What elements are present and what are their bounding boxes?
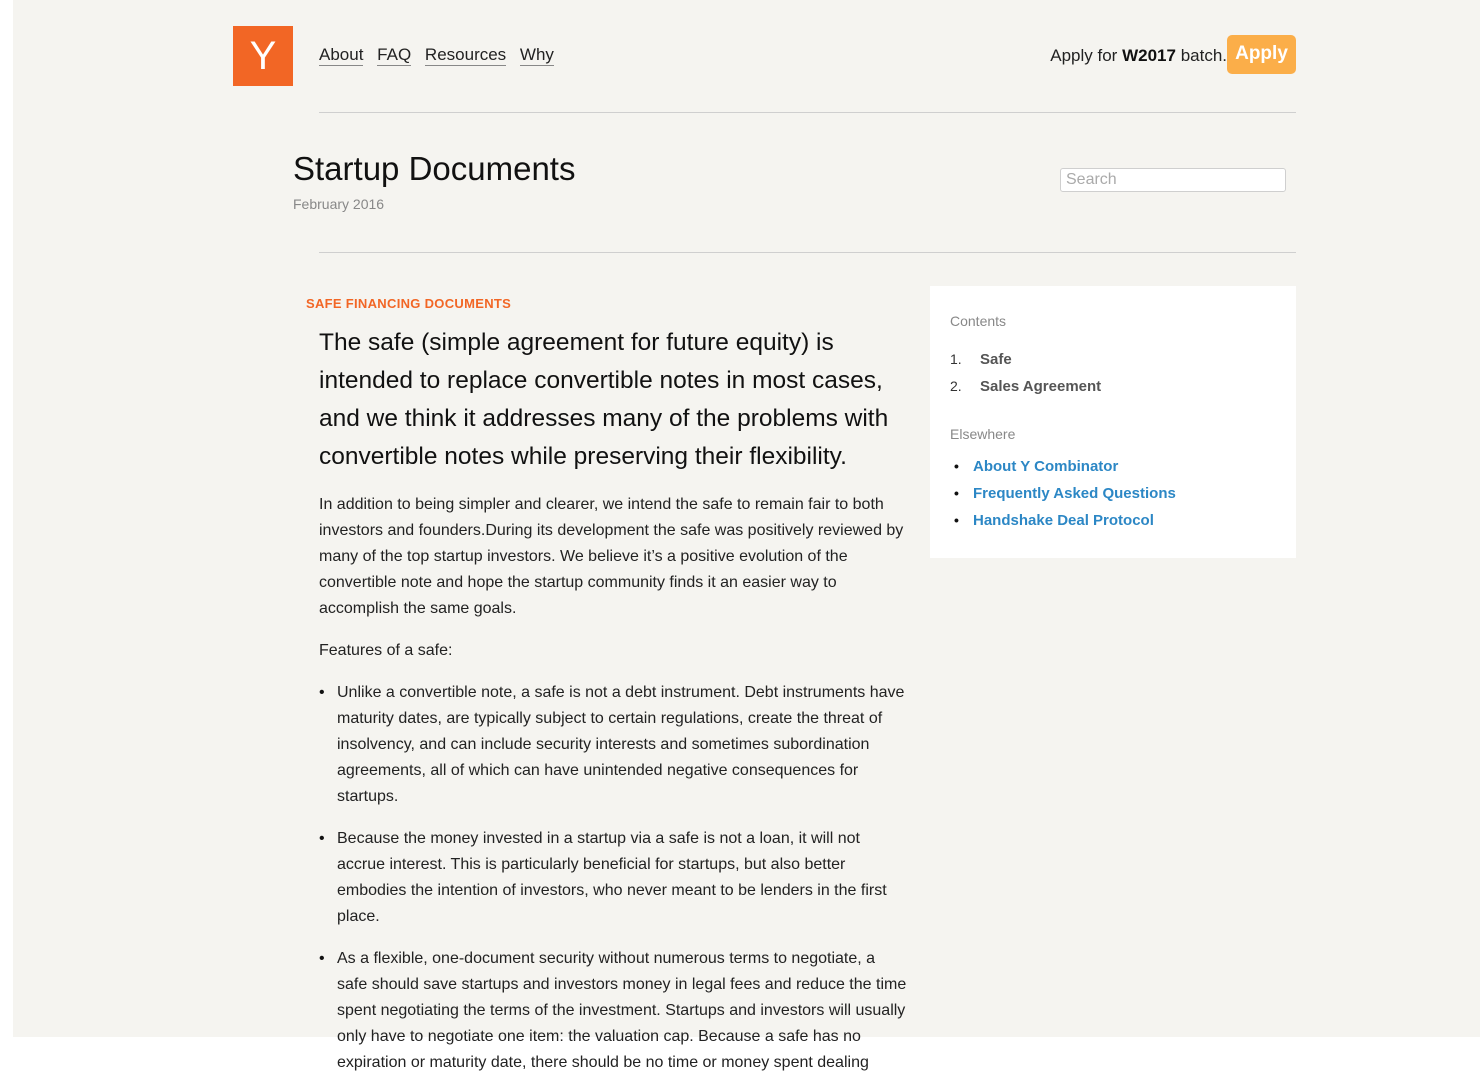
title-divider [319, 252, 1296, 253]
toc-number: 2. [950, 378, 962, 394]
bullet-icon: • [954, 485, 959, 501]
nav-faq[interactable]: FAQ [377, 45, 412, 64]
header-divider [319, 112, 1296, 113]
bullet-icon: • [954, 458, 959, 474]
elsewhere-label: Elsewhere [950, 426, 1016, 442]
apply-batch-text [1050, 46, 1227, 66]
link-about-yc[interactable]: About Y Combinator [973, 458, 1119, 475]
nav-why[interactable]: Why [519, 45, 554, 64]
nav-resources[interactable]: Resources [424, 45, 507, 64]
toc-item-sales-agreement[interactable] [950, 373, 1101, 400]
contents-label: Contents [950, 313, 1007, 329]
toc-label: Sales Agreement [980, 378, 1102, 395]
intro-paragraph: In addition to being simpler and clearer, we intend the safe to remain fair to both investors and founders.During its development the safe was positively reviewed by many of the top startup investors. We believe it’s a positive evolution of the convertible note and hope the startup community finds it an easier way to accomplish the same goals. [319, 496, 904, 617]
sidebar [930, 286, 1296, 558]
apply-suffix: batch. [1180, 46, 1227, 65]
elsewhere-list [950, 453, 1176, 534]
elsewhere-item [950, 507, 1176, 534]
top-nav [319, 45, 563, 65]
page-title: Startup Documents [293, 150, 576, 187]
yc-logo[interactable]: Y [233, 26, 293, 86]
list-item: • As a flexible, one-document security without numerous terms to negotiate, a safe should save startups and investors money in legal fees and reduce the time spent negotiating the terms of the investment. Startups and investors will usually only have to negotiate one item: the valuation cap. Because a safe has no expiration or maturity date, there should be no time or money spent dealing [319, 946, 907, 1076]
contents-list [950, 346, 1101, 400]
link-faq[interactable]: Frequently Asked Questions [973, 485, 1176, 502]
elsewhere-item [950, 480, 1176, 507]
search-input[interactable] [1060, 168, 1286, 192]
bullet-icon: • [954, 512, 959, 528]
toc-item-safe[interactable] [950, 346, 1101, 373]
elsewhere-item [950, 453, 1176, 480]
apply-button[interactable]: Apply [1227, 35, 1296, 74]
page [13, 0, 1480, 1071]
toc-label: Safe [980, 351, 1012, 368]
list-item: • Because the money invested in a startup via a safe is not a loan, it will not accrue interest. This is particularly beneficial for startups, but also better embodies the intention of investors, who never meant to be lenders in the first place. [319, 826, 907, 930]
apply-batch: W2017 [1122, 46, 1176, 65]
nav-about[interactable]: About [319, 45, 364, 64]
main-content [319, 324, 907, 1092]
apply-prefix: Apply for [1050, 46, 1118, 65]
features-list [319, 680, 907, 1076]
link-handshake[interactable]: Handshake Deal Protocol [973, 512, 1154, 529]
section-label: SAFE FINANCING DOCUMENTS [306, 296, 512, 311]
lead-paragraph: The safe (simple agreement for future equity) is intended to replace convertible notes in most cases, and we think it addresses many of the problems with convertible notes while preserving their flexibility. [319, 329, 889, 470]
page-date: February 2016 [293, 196, 385, 212]
toc-number: 1. [950, 351, 962, 367]
list-item: • Unlike a convertible note, a safe is not a debt instrument. Debt instruments have maturity dates, are typically subject to certain regulations, create the threat of insolvency, and can include security interests and sometimes subordination agreements, all of which can have unintended negative consequences for startups. [319, 680, 907, 810]
features-intro: Features of a safe: [319, 642, 453, 659]
